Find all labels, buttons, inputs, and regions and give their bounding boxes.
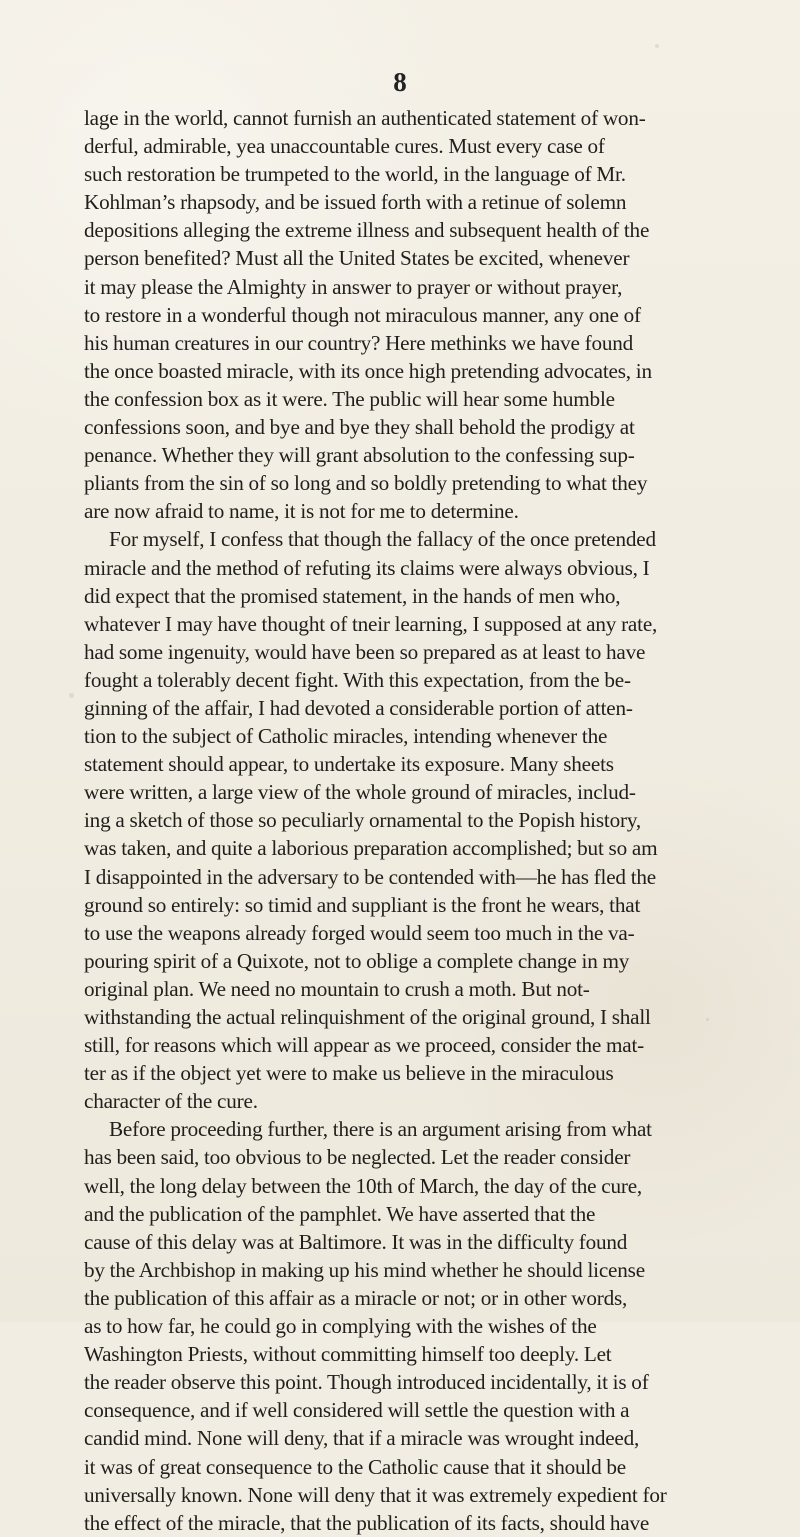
text-line: has been said, too obvious to be neglected. Let the reader consider [84,1145,631,1170]
paper-stain [655,44,659,48]
text-line: candid mind. None will deny, that if a miracle was wrought indeed, [84,1426,640,1451]
paper-stain [69,693,74,698]
text-line: ter as if the object yet were to make us believe in the miraculous [84,1061,614,1086]
page-number: 8 [393,67,407,97]
text-line: ginning of the affair, I had devoted a considerable portion of atten- [84,695,633,720]
text-line: tion to the subject of Catholic miracles, intending whenever the [84,724,608,749]
text-line: depositions alleging the extreme illness and subsequent health of the [84,218,650,243]
text-line: well, the long delay between the 10th of March, the day of the cure, [84,1173,643,1198]
text-line: cause of this delay was at Baltimore. It was in the difficulty found [84,1229,628,1254]
text-line: universally known. None will deny that it was extremely expedient for [84,1482,667,1507]
text-line: his human creatures in our country? Here methinks we have found [84,330,634,355]
text-line: lage in the world, cannot furnish an authenticated statement of won- [84,106,646,130]
text-line: person benefited? Must all the United States be excited, whenever [84,246,630,271]
text-line: pliants from the sin of so long and so boldly pretending to what they [84,471,648,496]
paragraph-start-line: Before proceeding further, there is an argument arising from what [109,1117,652,1142]
text-line: statement should appear, to undertake its exposure. Many sheets [84,752,614,777]
text-line: pouring spirit of a Quixote, not to oblige a complete change in my [84,948,630,973]
text-line: derful, admirable, yea unaccountable cures. Must every case of [84,134,605,159]
text-line: the confession box as it were. The public will hear some humble [84,386,615,411]
paragraph-start-line: For myself, I confess that though the fallacy of the once pretended [109,527,656,552]
text-line: Kohlman’s rhapsody, and be issued forth with a retinue of solemn [84,190,627,215]
text-line: such restoration be trumpeted to the world, in the language of Mr. [84,162,626,187]
text-line: were written, a large view of the whole ground of miracles, includ- [84,780,636,805]
text-line: character of the cure. [84,1089,258,1114]
text-line: by the Archbishop in making up his mind whether he should license [84,1257,645,1282]
text-line: ground so entirely: so timid and suppliant is the front he wears, that [84,892,641,917]
text-line: had some ingenuity, would have been so prepared as at least to have [84,639,646,664]
text-line: the once boasted miracle, with its once high pretending advocates, in [84,358,652,383]
text-line: fought a tolerably decent fight. With this expectation, from the be- [84,667,631,692]
text-line: to restore in a wonderful though not miraculous manner, any one of [84,302,641,327]
text-line: whatever I may have thought of tneir learning, I supposed at any rate, [84,611,658,636]
text-line: and the publication of the pamphlet. We have asserted that the [84,1201,596,1226]
text-line: the reader observe this point. Though introduced incidentally, it is of [84,1370,649,1395]
text-line: confessions soon, and bye and bye they shall behold the prodigy at [84,415,635,440]
text-line: as to how far, he could go in complying with the wishes of the [84,1314,597,1339]
text-line: ing a sketch of those so peculiarly ornamental to the Popish history, [84,808,641,833]
text-line: I disappointed in the adversary to be contended with—he has fled the [84,864,656,889]
text-line: the effect of the miracle, that the publication of its facts, should have [84,1510,650,1535]
text-line: consequence, and if well considered will settle the question with a [84,1398,630,1423]
text-line: Washington Priests, without committing himself too deeply. Let [84,1342,612,1367]
text-line: are now afraid to name, it is not for me to determine. [84,499,519,524]
text-line: still, for reasons which will appear as we proceed, consider the mat- [84,1033,644,1058]
text-line: the publication of this affair as a miracle or not; or in other words, [84,1285,628,1310]
text-line: withstanding the actual relinquishment of the original ground, I shall [84,1005,651,1029]
text-line: it may please the Almighty in answer to prayer or without prayer, [84,274,623,299]
text-line: miracle and the method of refuting its claims were always obvious, I [84,555,650,580]
text-line: was taken, and quite a laborious preparation accomplished; but so am [84,836,658,861]
text-line: penance. Whether they will grant absolution to the confessing sup- [84,443,635,468]
text-line: original plan. We need no mountain to crush a moth. But not- [84,976,590,1001]
text-line: it was of great consequence to the Catholic cause that it should be [84,1454,626,1479]
text-line: to use the weapons already forged would seem too much in the va- [84,920,635,945]
text-line: did expect that the promised statement, in the hands of men who, [84,583,621,608]
